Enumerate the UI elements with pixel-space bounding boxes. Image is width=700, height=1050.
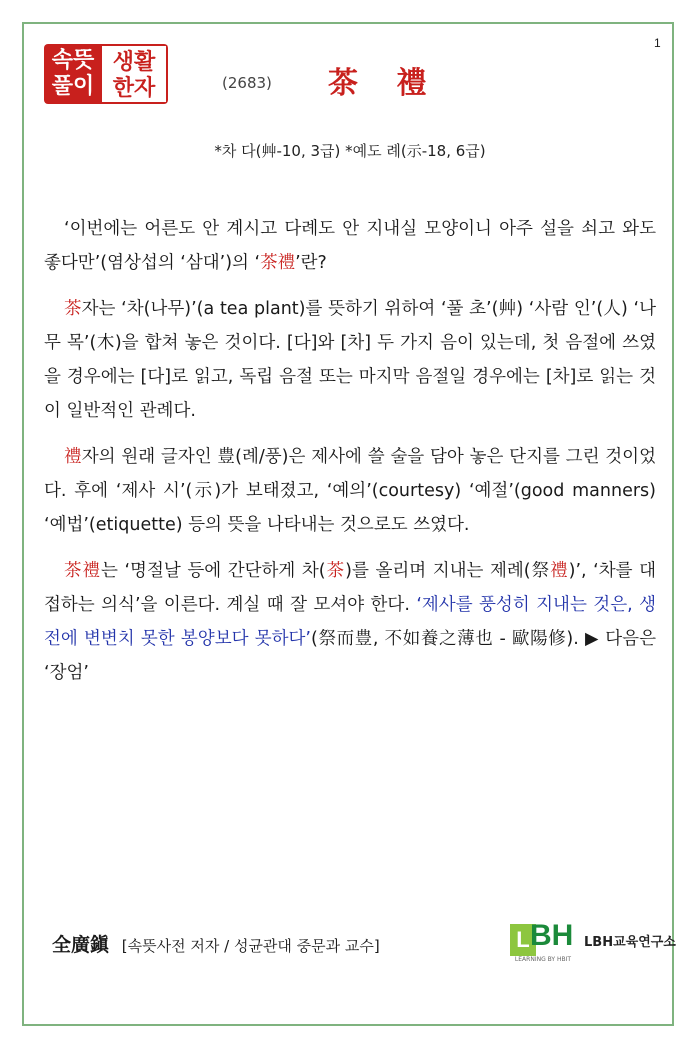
paragraph-3 — [44, 440, 656, 542]
logo-letters: BH — [530, 919, 574, 952]
page-title: 茶 禮 — [328, 66, 441, 101]
highlight-hanja: 禮 — [64, 447, 82, 467]
logo — [44, 44, 168, 104]
paragraph-4 — [44, 554, 656, 690]
highlight-hanja: 茶 — [325, 561, 346, 581]
paragraph-1 — [44, 212, 656, 280]
highlight-hanja: 茶 — [64, 299, 82, 319]
text: ‘이번에는 어른도 안 계시고 다례도 안 지내실 모양이니 아주 설을 쇠고 와도 좋다만’(염상섭의 ‘삼대’)의 ‘ — [44, 219, 656, 273]
text: 는 ‘명절날 등에 간단하게 차( — [101, 561, 326, 581]
brand-logo — [508, 916, 676, 964]
logo-tagline: LEARNING BY HBIT — [514, 956, 572, 963]
subtitle: *차 다(艸-10, 3급) *예도 례(示-18, 6급) — [214, 142, 486, 160]
author-name: 全廣鎭 — [52, 934, 110, 956]
logo-text: 생활 — [112, 50, 156, 75]
author-info: [속뜻사전 저자 / 성균관대 중문과 교수] — [121, 937, 380, 955]
highlight-hanja: 禮 — [550, 561, 569, 581]
article-body — [44, 212, 656, 702]
quote: ‘제사를 풍성히 지내는 것은, 생전에 변변치 못한 봉양보다 못하다’ — [44, 595, 656, 649]
logo-right-block — [102, 44, 168, 104]
text: )를 올리며 지내는 제례(祭 — [345, 561, 551, 581]
brand-name: LBH교육연구소 — [584, 934, 676, 950]
doc-number: (2683) — [222, 74, 272, 92]
text: (祭而豊, 不如養之薄也 - 歐陽修). ▶ 다음은 ‘장엄’ — [44, 629, 656, 683]
footer — [52, 930, 380, 957]
highlight-hanja: 茶禮 — [64, 561, 102, 581]
text: )’, ‘차를 대접하는 의식’을 이른다. 계실 때 잘 모셔야 한다. — [44, 561, 657, 615]
paragraph-2 — [44, 292, 656, 428]
highlight-hanja: 茶禮 — [260, 253, 296, 273]
lbh-logo-icon — [508, 916, 578, 964]
page-number: 1 — [654, 36, 661, 50]
text: 자의 원래 글자인 豊(례/풍)은 제사에 쓸 술을 담아 놓은 단지를 그린 것이었다. 후에 ‘제사 시’(示)가 보태졌고, ‘예의’(courtesy) ‘예절’(good manners) ‘예법’(etiquette) 등의 뜻을 나타내는 것으로도 쓰였다. — [44, 447, 656, 535]
text: 자는 ‘차(나무)’(a tea plant)를 뜻하기 위하여 ‘풀 초’(艸) ‘사람 인’(人) ‘나무 목’(木)을 합쳐 놓은 것이다. [다]와 [차] 두 가지 음이 있는데, 첫 음절에 쓰였을 경우에는 [다]로 읽고, 독립 음절 또는 마지막 음절일 경우에는 [차]로 읽는 것이 일반적인 관례다. — [44, 299, 656, 421]
logo-letter: L — [510, 924, 536, 956]
logo-text: 한자 — [112, 76, 156, 101]
text: ’란? — [295, 253, 327, 273]
logo-text: 풀이 — [51, 74, 95, 99]
logo-text: 속뜻 — [51, 48, 95, 73]
logo-left-block — [44, 44, 102, 104]
